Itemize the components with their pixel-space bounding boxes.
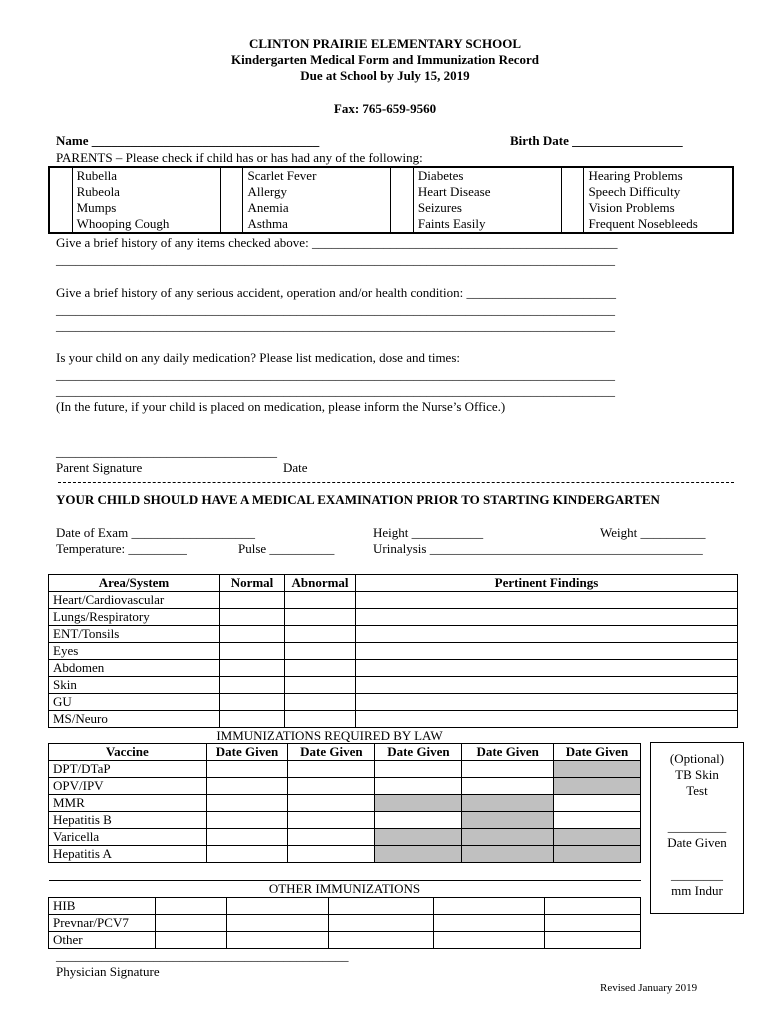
name-label: Name ___________________________________ [56,133,320,148]
pulse-field[interactable]: Pulse __________ [238,541,335,556]
date-given-cell[interactable] [206,795,288,812]
condition-checkbox[interactable] [391,167,414,184]
parent-signature-line[interactable]: __________________________________ [56,444,277,459]
date-of-exam-field[interactable]: Date of Exam ___________________ [56,525,255,540]
birth-date-field[interactable]: Birth Date _________________ [510,133,683,148]
area-system-cell: Eyes [49,643,220,660]
vaccine-name: MMR [49,795,207,812]
name-field[interactable] [56,133,319,149]
table-row [49,846,641,863]
tb-optional: (Optional) [669,751,725,766]
condition-checkbox[interactable] [561,216,584,233]
other-vaccine-name: Prevnar/PCV7 [49,915,156,932]
date-given-cell[interactable] [288,761,375,778]
table-row [49,795,641,812]
history-checked[interactable]: Give a brief history of any items checked above: _______________________________________________ [56,235,618,250]
area-system-cell: Skin [49,677,220,694]
date-given-cell [553,778,640,795]
date-given-cell[interactable] [288,846,375,863]
exam-heading: YOUR CHILD SHOULD HAVE A MEDICAL EXAMINATION PRIOR TO STARTING KINDERGARTEN [56,492,660,507]
table-row [49,915,641,932]
area-system-cell: ENT/Tonsils [49,626,220,643]
date-given-cell[interactable] [206,761,288,778]
normal-cell[interactable] [220,609,285,626]
medication-question: Is your child on any daily medication? Please list medication, dose and times: [56,350,460,365]
date-given-cell[interactable] [433,898,545,915]
other-vaccine-name: Other [49,932,156,949]
normal-header: Normal [220,575,285,592]
normal-cell[interactable] [220,694,285,711]
date-given-header: Date Given [206,744,288,761]
table-row [49,829,641,846]
findings-cell[interactable] [356,592,738,609]
date-given-cell [462,829,553,846]
date-given-cell[interactable] [288,812,375,829]
findings-cell[interactable] [356,643,738,660]
condition-label: Diabetes [417,168,464,183]
date-given-cell[interactable] [155,898,226,915]
vaccine-name: DPT/DTaP [49,761,207,778]
condition-checkbox[interactable] [561,184,584,200]
date-given-cell[interactable] [545,932,641,949]
height-field[interactable]: Height ___________ [373,525,484,540]
table-row [49,898,641,915]
condition-label: Frequent Nosebleeds [588,216,698,231]
date-given-cell[interactable] [545,915,641,932]
condition-checkbox[interactable] [220,200,243,216]
tb-date-line[interactable]: _________ [667,819,727,834]
findings-cell[interactable] [356,609,738,626]
date-given-cell[interactable] [433,932,545,949]
blank-line[interactable]: ______________________________________________________________________________________ [56,302,615,317]
parent-signature-label: Parent Signature [56,460,143,475]
condition-label: Faints Easily [417,216,486,231]
findings-cell[interactable] [356,626,738,643]
condition-label: Rubella [76,168,118,183]
table-row [49,778,641,795]
date-given-cell [553,761,640,778]
findings-header: Pertinent Findings [356,575,738,592]
date-given-cell [553,829,640,846]
condition-label: Vision Problems [588,200,675,215]
date-given-cell[interactable] [288,829,375,846]
date-given-cell[interactable] [545,898,641,915]
divider [58,482,734,483]
date-given-header: Date Given [462,744,553,761]
date-given-cell [375,829,462,846]
date-given-cell[interactable] [226,915,329,932]
findings-cell[interactable] [356,660,738,677]
area-system-cell: GU [49,694,220,711]
abnormal-cell[interactable] [285,643,356,660]
date-given-cell[interactable] [553,795,640,812]
area-system-cell: Heart/Cardiovascular [49,592,220,609]
condition-label: Heart Disease [417,184,491,199]
table-row [49,609,738,626]
date-given-cell[interactable] [226,932,329,949]
date-given-cell[interactable] [462,761,553,778]
findings-cell[interactable] [356,711,738,728]
condition-label: Allergy [247,184,287,199]
other-immunizations-title: OTHER IMMUNIZATIONS [49,881,641,898]
findings-cell[interactable] [356,694,738,711]
date-given-cell [375,795,462,812]
normal-cell[interactable] [220,677,285,694]
table-row [49,932,641,949]
abnormal-cell[interactable] [285,592,356,609]
condition-checkbox[interactable] [391,184,414,200]
condition-checkbox[interactable] [49,200,72,216]
other-vaccine-name: HIB [49,898,156,915]
date-given-cell[interactable] [329,898,433,915]
condition-label: Scarlet Fever [247,168,317,183]
date-given-cell[interactable] [329,932,433,949]
blank-line[interactable]: ______________________________________________________________________________________ [56,367,615,382]
vaccine-name: Hepatitis B [49,812,207,829]
normal-cell[interactable] [220,592,285,609]
condition-checkbox[interactable] [220,184,243,200]
table-row [49,626,738,643]
school-name: CLINTON PRAIRIE ELEMENTARY SCHOOL [249,36,521,51]
findings-cell[interactable] [356,677,738,694]
immunization-title: IMMUNIZATIONS REQUIRED BY LAW [49,728,641,744]
date-given-cell[interactable] [375,778,462,795]
form-title: Kindergarten Medical Form and Immunization Record [231,52,539,67]
abnormal-cell[interactable] [285,660,356,677]
table-row [49,812,641,829]
table-row [49,660,738,677]
date-given-cell[interactable] [375,761,462,778]
abnormal-header: Abnormal [285,575,356,592]
date-given-header: Date Given [288,744,375,761]
condition-checkbox[interactable] [49,167,72,184]
table-row [49,677,738,694]
condition-label: Speech Difficulty [588,184,681,199]
condition-checkbox[interactable] [220,167,243,184]
date-given-cell[interactable] [226,898,329,915]
history-serious[interactable]: Give a brief history of any serious accident, operation and/or health condition: _______________________ [56,285,616,300]
date-given-cell[interactable] [433,915,545,932]
tb-mm-indur: mm Indur [671,883,723,898]
condition-label: Hearing Problems [588,168,683,183]
date-given-cell[interactable] [375,812,462,829]
normal-cell[interactable] [220,643,285,660]
condition-label: Anemia [247,200,289,215]
date-given-cell [462,812,553,829]
weight-field[interactable]: Weight __________ [600,525,706,540]
condition-checkbox[interactable] [49,184,72,200]
date-given-cell [553,846,640,863]
condition-label: Rubeola [76,184,120,199]
date-given-cell[interactable] [155,932,226,949]
table-row [49,711,738,728]
condition-checkbox[interactable] [220,216,243,233]
condition-label: Mumps [76,200,117,215]
vaccine-name: Varicella [49,829,207,846]
condition-label: Seizures [417,200,462,215]
area-system-cell: MS/Neuro [49,711,220,728]
date-given-cell[interactable] [329,915,433,932]
parents-intro: PARENTS – Please check if child has or has had any of the following: [56,150,423,165]
date-given-cell[interactable] [206,846,288,863]
abnormal-cell[interactable] [285,626,356,643]
condition-checkbox[interactable] [391,200,414,216]
date-given-cell[interactable] [155,915,226,932]
condition-label: Asthma [247,216,288,231]
abnormal-cell[interactable] [285,609,356,626]
date-given-cell[interactable] [206,778,288,795]
date-given-cell[interactable] [462,778,553,795]
table-row [49,592,738,609]
date-given-header: Date Given [375,744,462,761]
tb-skin-test-box [650,742,744,914]
physician-signature-label: Physician Signature [56,964,160,979]
area-system-header: Area/System [49,575,220,592]
normal-cell[interactable] [220,711,285,728]
tb-indur-line[interactable]: ________ [671,867,723,882]
condition-checkbox[interactable] [561,200,584,216]
abnormal-cell[interactable] [285,694,356,711]
vaccine-name: Hepatitis A [49,846,207,863]
tb-date-given: Date Given [667,835,727,850]
table-row [49,643,738,660]
date-given-cell[interactable] [553,812,640,829]
date-given-header: Date Given [553,744,640,761]
date-given-cell[interactable] [288,778,375,795]
table-row [49,761,641,778]
condition-checkbox[interactable] [391,216,414,233]
revised-date: Revised January 2019 [600,982,698,994]
urinalysis-field[interactable]: Urinalysis __________________________________________ [373,541,703,556]
blank-line[interactable]: ______________________________________________________________________________________ [56,383,615,398]
normal-cell[interactable] [220,626,285,643]
date-given-cell[interactable] [206,812,288,829]
temperature-field[interactable]: Temperature: _________ [56,541,187,556]
area-system-cell: Abdomen [49,660,220,677]
blank-line[interactable]: ______________________________________________________________________________________ [56,252,615,267]
vaccine-header: Vaccine [49,744,207,761]
abnormal-cell[interactable] [285,677,356,694]
blank-line[interactable]: ______________________________________________________________________________________ [56,318,615,333]
conditions-table [48,166,734,234]
exam-table [48,574,738,728]
date-given-cell[interactable] [206,829,288,846]
physician-signature-line[interactable]: _____________________________________________ [56,948,349,963]
condition-checkbox[interactable] [561,167,584,184]
condition-checkbox[interactable] [49,216,72,233]
immunization-table [48,727,641,863]
abnormal-cell[interactable] [285,711,356,728]
normal-cell[interactable] [220,660,285,677]
date-given-cell[interactable] [288,795,375,812]
medication-note: (In the future, if your child is placed on medication, please inform the Nurse’s Office.) [56,399,506,414]
table-row [49,694,738,711]
tb-test-label: Test [686,783,708,798]
due-date: Due at School by July 15, 2019 [300,68,470,83]
fax-number: Fax: 765-659-9560 [333,101,437,116]
date-given-cell [462,795,553,812]
area-system-cell: Lungs/Respiratory [49,609,220,626]
date-label: Date [283,460,308,475]
vaccine-name: OPV/IPV [49,778,207,795]
tb-skin-label: TB Skin [675,767,719,782]
condition-label: Whooping Cough [76,216,170,231]
date-given-cell [375,846,462,863]
other-immunization-table [48,880,641,949]
date-given-cell [462,846,553,863]
